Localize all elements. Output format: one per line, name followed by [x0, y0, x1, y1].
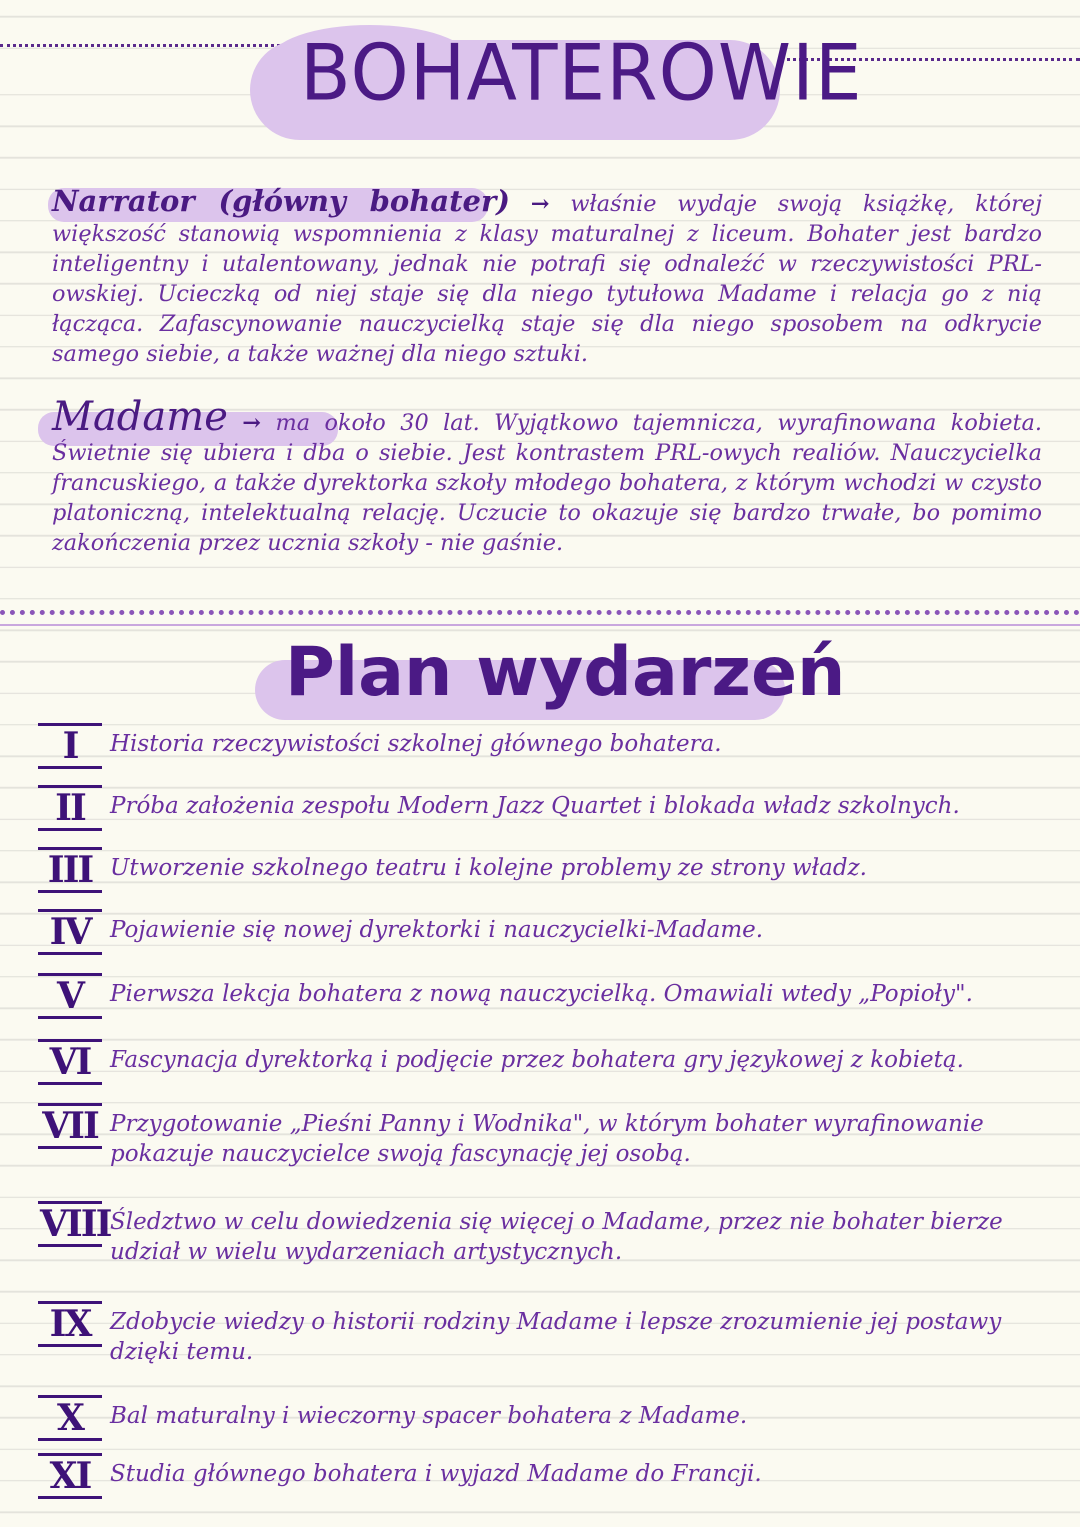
madame-description: ma około 30 lat. Wyjątkowo tajemnicza, wyrafinowana kobieta. Świetnie się ubiera i dba o siebie. Jest kontrastem PRL-owych realiów. Nauczycielka francuskiego, a także dyrektorka szkoły młodego bohatera, z którym wchodzi w czysto platoniczną, intelektualną relację. Uczucie to okazuje się bardzo trwałe, bo pomimo zakończenia przez ucznia szkoły - nie gaśnie.	[52, 410, 1043, 556]
event-number: V	[38, 973, 102, 1019]
list-item	[38, 1039, 1068, 1085]
plan-title: Plan wydarzeń	[285, 633, 846, 712]
event-text: Bal maturalny i wieczorny spacer bohatera z Madame.	[110, 1403, 748, 1429]
event-text: Próba założenia zespołu Modern Jazz Quartet i blokada władz szkolnych.	[110, 793, 960, 819]
event-text: Pojawienie się nowej dyrektorki i nauczycielki-Madame.	[110, 917, 764, 943]
event-text: Pierwsza lekcja bohatera z nową nauczycielką. Omawiali wtedy „Popioły".	[110, 981, 973, 1007]
event-text: Fascynacja dyrektorką i podjęcie przez bohatera gry językowej z kobietą.	[110, 1047, 964, 1073]
list-item	[38, 1453, 1068, 1499]
event-number: VIII	[40, 1203, 111, 1245]
event-number: IV	[38, 909, 102, 955]
event-text: Śledztwo w celu dowiedzenia się więcej o Madame, przez nie bohater bierze udział w wielu wydarzeniach artystycznych.	[110, 1209, 1003, 1265]
top-left-dotted-line	[0, 44, 280, 47]
list-item	[38, 1395, 1068, 1441]
event-number: X	[38, 1395, 102, 1441]
event-number: I	[38, 723, 102, 769]
event-text: Historia rzeczywistości szkolnej głównego bohatera.	[110, 731, 722, 757]
list-item	[38, 973, 1068, 1019]
narrator-description: właśnie wydaje swoją książkę, której większość stanowią wspomnienia z klasy maturalnej z liceum. Bohater jest bardzo inteligentny i utalentowany, jednak nie potrafi się odnaleźć w rzeczywistości PRL-owskiej. Ucieczką od niej staje się dla niego tytułowa Madame i relacja go z nią łącząca. Zafascynowanie nauczycielką staje się dla niego sposobem na odkrycie samego siebie, a także ważnej dla niego sztuki.	[52, 191, 1043, 367]
event-text: Utworzenie szkolnego teatru i kolejne problemy ze strony władz.	[110, 855, 867, 881]
page-title: BOHATEROWIE	[300, 27, 863, 119]
narrator-name: Narrator (główny bohater)	[52, 184, 510, 218]
event-number: II	[38, 785, 102, 831]
list-item	[38, 909, 1068, 955]
list-item	[38, 785, 1068, 831]
list-item	[38, 1301, 1068, 1367]
event-text: Studia głównego bohatera i wyjazd Madame do Francji.	[110, 1461, 762, 1487]
event-number: III	[38, 847, 102, 893]
event-number: IX	[38, 1301, 102, 1347]
madame-paragraph	[52, 394, 1043, 558]
madame-name: Madame	[52, 394, 228, 440]
list-item	[38, 1201, 1068, 1267]
event-number: VII	[38, 1103, 102, 1149]
narrator-paragraph	[52, 186, 1042, 369]
list-item	[38, 723, 1068, 769]
list-item	[38, 1103, 1068, 1169]
arrow-icon: →	[530, 191, 550, 217]
section-divider	[0, 610, 1080, 615]
list-item	[38, 847, 1068, 893]
event-text: Przygotowanie „Pieśni Panny i Wodnika", w którym bohater wyrafinowanie pokazuje nauczycielce swoją fascynację jej osobą.	[110, 1111, 984, 1167]
arrow-icon: →	[242, 410, 262, 436]
section-divider	[0, 624, 1080, 626]
event-number: XI	[38, 1453, 102, 1499]
event-text: Zdobycie wiedzy o historii rodziny Madame i lepsze zrozumienie jej postawy dzięki temu.	[110, 1309, 1002, 1365]
event-number: VI	[38, 1039, 102, 1085]
